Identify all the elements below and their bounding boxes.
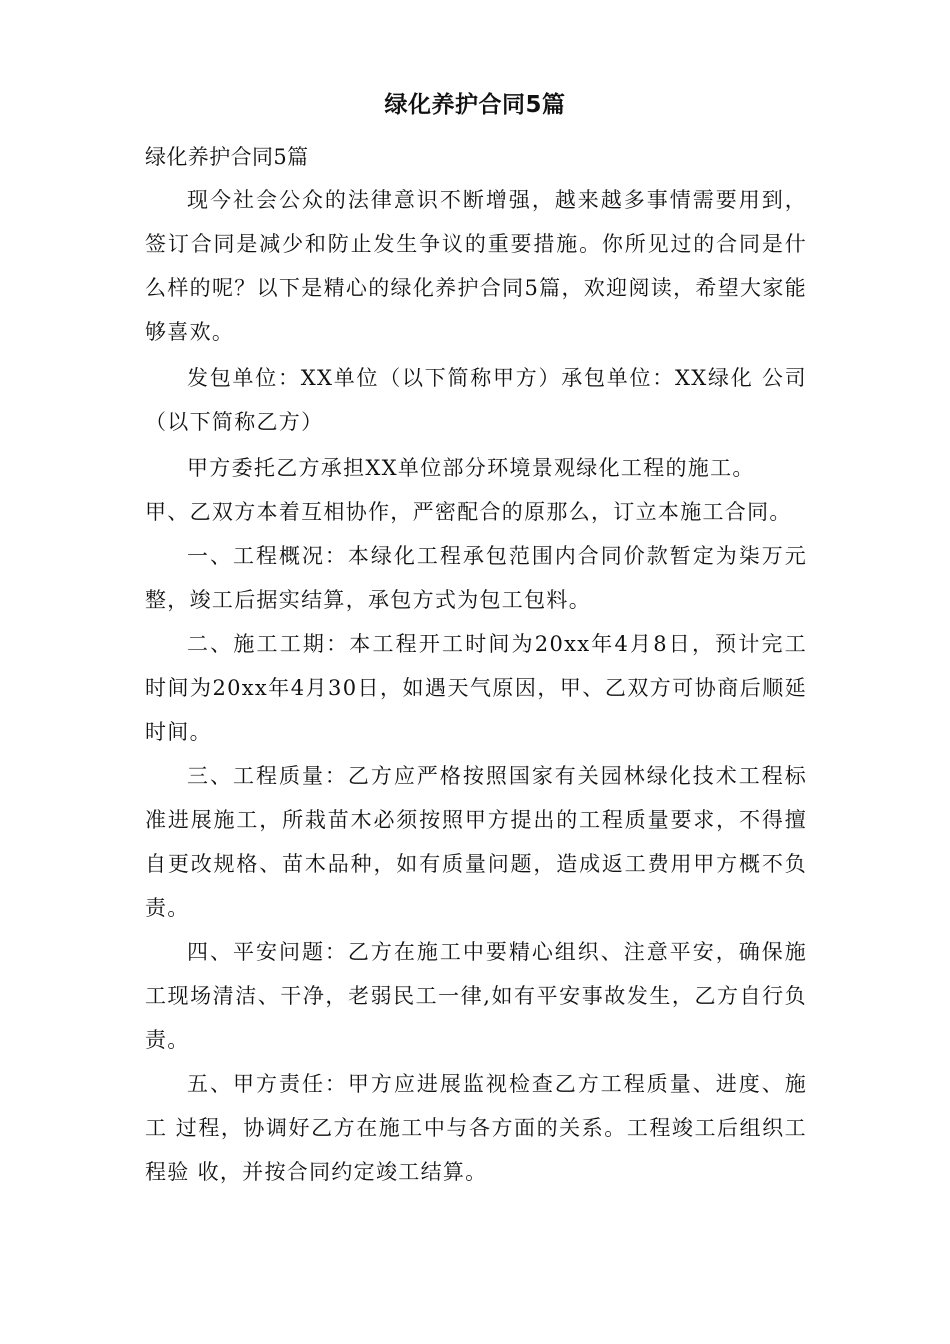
paragraph-clause-3: 三、工程质量：乙方应严格按照国家有关园林绿化技术工程标准进展施工，所栽苗木必须按照甲方提出的工程质量要求，不得擅自更改规格、苗木品种，如有质量问题，造成返工费用甲方概不负责。 bbox=[145, 764, 807, 920]
paragraph-clause-2: 二、施工工期：本工程开工时间为20xx年4月8日，预计完工时间为20xx年4月30日，如遇天气原因，甲、乙双方可协商后顺延时间。 bbox=[145, 632, 807, 744]
paragraph-agreement: 甲、乙双方本着互相协作，严密配合的原那么，订立本施工合同。 bbox=[145, 500, 792, 524]
paragraph-intro: 现今社会公众的法律意识不断增强，越来越多事情需要用到，签订合同是减少和防止发生争议的重要措施。你所见过的合同是什么样的呢？以下是精心的绿化养护合同5篇，欢迎阅读，希望大家能够喜欢。 bbox=[145, 188, 807, 344]
paragraph-clause-5: 五、甲方责任：甲方应进展监视检查乙方工程质量、进度、施工 过程，协调好乙方在施工中与各方面的关系。工程竣工后组织工程验 收，并按合同约定竣工结算。 bbox=[145, 1072, 807, 1184]
paragraph-clause-1: 一、工程概况：本绿化工程承包范围内合同价款暂定为柒万元整，竣工后据实结算，承包方式为包工包料。 bbox=[145, 544, 807, 612]
paragraph-commission: 甲方委托乙方承担XX单位部分环境景观绿化工程的施工。 bbox=[187, 456, 755, 480]
paragraph-clause-4: 四、平安问题：乙方在施工中要精心组织、注意平安，确保施工现场清洁、干净，老弱民工一律,如有平安事故发生，乙方自行负责。 bbox=[145, 940, 807, 1052]
document-body bbox=[145, 140, 807, 1194]
paragraph-parties: 发包单位：XX单位（以下简称甲方）承包单位：XX绿化 公司（以下简称乙方） bbox=[145, 366, 807, 434]
document-title: 绿化养护合同5篇 bbox=[384, 92, 566, 118]
document-subtitle: 绿化养护合同5篇 bbox=[145, 145, 309, 169]
